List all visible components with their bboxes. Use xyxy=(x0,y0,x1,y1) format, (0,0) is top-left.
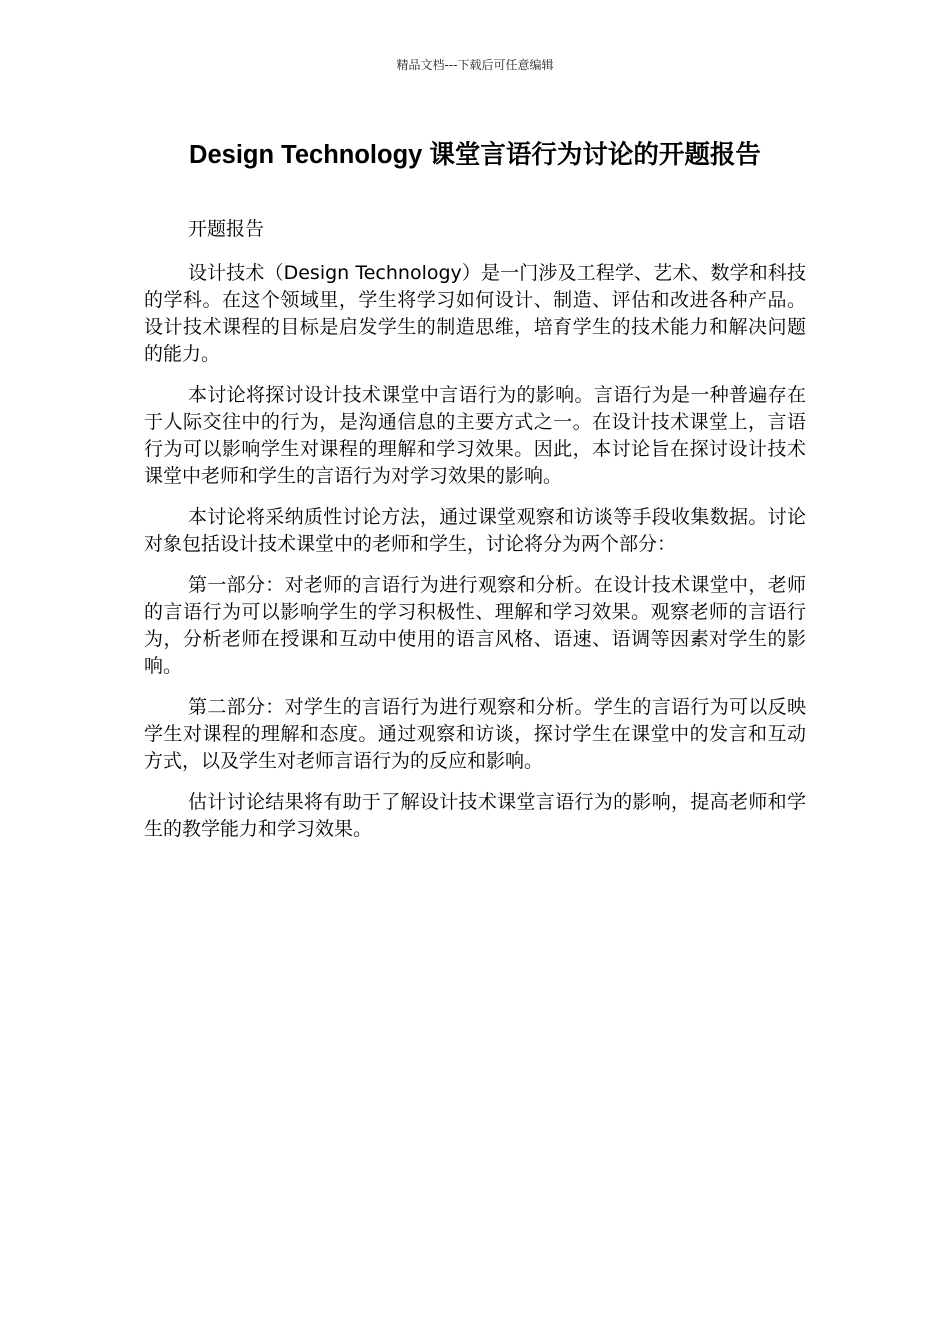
paragraph-part-two: 第二部分：对学生的言语行为进行观察和分析。学生的言语行为可以反映学生对课程的理解和态度。通过观察和访谈，探讨学生在课堂中的发言和互动方式，以及学生对老师言语行为的反应和影响。 xyxy=(144,696,806,772)
paragraph-intro: 设计技术（Design Technology）是一门涉及工程学、艺术、数学和科技的学科。在这个领域里，学生将学习如何设计、制造、评估和改进各种产品。设计技术课程的目标是启发学生的制造思维，培育学生的技术能力和解决问题的能力。 xyxy=(144,262,806,365)
paragraph-method: 本讨论将采纳质性讨论方法，通过课堂观察和访谈等手段收集数据。讨论对象包括设计技术课堂中的老师和学生，讨论将分为两个部分： xyxy=(144,506,806,555)
paragraph-part-one: 第一部分：对老师的言语行为进行观察和分析。在设计技术课堂中，老师的言语行为可以影响学生的学习积极性、理解和学习效果。观察老师的言语行为，分析老师在授课和互动中使用的语言风格、语速、语调等因素对学生的影响。 xyxy=(144,574,806,677)
document-title: Design Technology 课堂言语行为讨论的开题报告 xyxy=(189,141,761,169)
paragraph-purpose: 本讨论将探讨设计技术课堂中言语行为的影响。言语行为是一种普遍存在于人际交往中的行为，是沟通信息的主要方式之一。在设计技术课堂上，言语行为可以影响学生对课程的理解和学习效果。因此，本讨论旨在探讨设计技术课堂中老师和学生的言语行为对学习效果的影响。 xyxy=(144,384,806,487)
header-note: 精品文档---下载后可任意编辑 xyxy=(396,58,554,72)
section-heading: 开题报告 xyxy=(188,218,265,240)
document-body xyxy=(144,216,806,857)
paragraph-conclusion: 估计讨论结果将有助于了解设计技术课堂言语行为的影响，提高老师和学生的教学能力和学习效果。 xyxy=(144,791,806,840)
